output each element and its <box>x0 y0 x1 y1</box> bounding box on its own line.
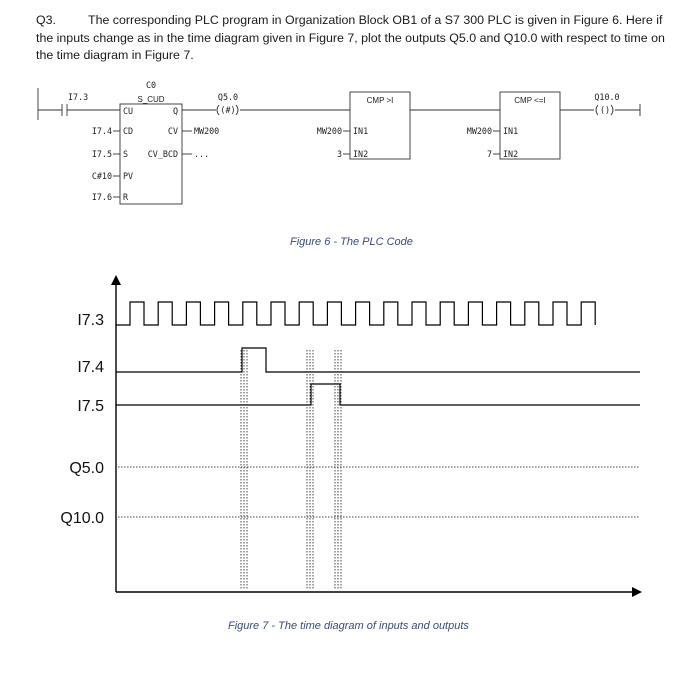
x-axis-arrowhead <box>632 587 642 597</box>
pin-r: R <box>123 192 129 202</box>
label-i7-5: I7.5 <box>77 398 104 415</box>
coil-q10-left <box>596 105 598 115</box>
coil2-address: Q10.0 <box>594 92 620 102</box>
coil-q5-right <box>236 105 238 115</box>
cmp1-in2-value: 3 <box>336 149 342 159</box>
input-cd: I7.4 <box>91 126 112 136</box>
signal-i7-3-waveform <box>116 302 595 325</box>
label-q10-0: Q10.0 <box>60 510 104 527</box>
cmp2-pin-in1: IN1 <box>503 126 519 136</box>
pin-s: S <box>123 149 129 159</box>
pin-q: Q <box>172 106 178 116</box>
cmp2-in1-value: MW200 <box>466 126 492 136</box>
input-pv: C#10 <box>91 171 112 181</box>
contact-label: I7.3 <box>68 92 89 102</box>
coil1-symbol: (#) <box>220 105 236 115</box>
input-s: I7.5 <box>91 149 112 159</box>
time-guide-lines <box>241 350 341 590</box>
figure7-caption: Figure 7 - The time diagram of inputs and outputs <box>228 620 469 632</box>
signal-i7-5-waveform <box>116 384 640 405</box>
cmp2-title: CMP <=I <box>514 96 546 105</box>
cmp1-title: CMP >I <box>366 96 394 105</box>
input-r: I7.6 <box>91 192 112 202</box>
pin-pv: PV <box>123 171 134 181</box>
output-cv: MW200 <box>194 126 220 136</box>
figure6-caption: Figure 6 - The PLC Code <box>290 236 413 248</box>
timing-diagram <box>60 275 642 597</box>
label-q5-0: Q5.0 <box>69 460 104 477</box>
coil1-address: Q5.0 <box>217 92 239 102</box>
coil2-symbol: () <box>599 105 611 115</box>
counter-type: S_CUD <box>137 95 165 104</box>
pin-cu: CU <box>123 106 134 116</box>
cmp2-in2-value: 7 <box>486 149 492 159</box>
label-i7-4: I7.4 <box>77 359 104 376</box>
pin-cv: CV <box>167 126 178 136</box>
coil-q5-left <box>217 105 219 115</box>
pin-cv-bcd: CV_BCD <box>147 149 178 159</box>
cmp1-pin-in2: IN2 <box>353 149 369 159</box>
output-cv-bcd: ... <box>194 149 210 159</box>
cmp2-pin-in2: IN2 <box>503 149 519 159</box>
counter-name: C0 <box>145 80 157 90</box>
cmp1-pin-in1: IN1 <box>353 126 369 136</box>
question-number: Q3. <box>36 13 56 27</box>
coil-q10-right <box>611 105 613 115</box>
pin-cd: CD <box>123 126 134 136</box>
signal-i7-4-waveform <box>116 348 640 372</box>
cmp1-in1-value: MW200 <box>316 126 342 136</box>
label-i7-3: I7.3 <box>77 312 104 329</box>
y-axis-arrowhead <box>111 275 121 285</box>
question-body: The corresponding PLC program in Organization Block OB1 of a S7 300 PLC is given in Figure 6. Here if the inputs change as in the time diagram given in Figure 7, plot the outputs Q5.0 and Q10.0 with respect to time on the time diagram in Figure 7. <box>36 13 665 62</box>
